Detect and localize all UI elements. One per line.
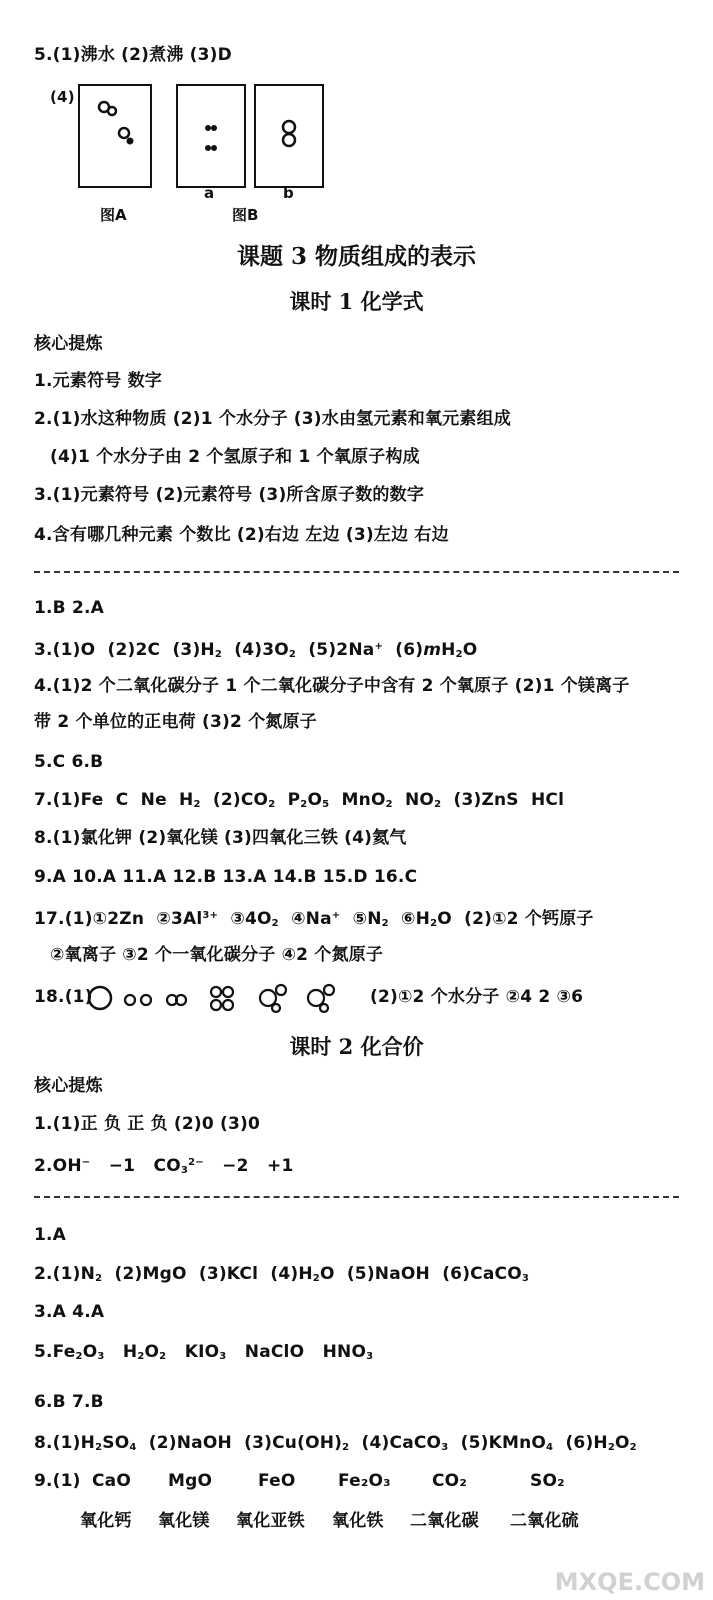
core-summary-heading-2: 核心提炼	[34, 1076, 103, 1096]
answer-b-2: $2.(1)N_2$ (2)MgO (3)KCl $(4)H_2O$ (5)NaOH (6)CaCO$_3$	[34, 1264, 530, 1284]
answer-b-5: $5.Fe_2O_3$ $H_2O_2$ $KIO_3$ NaClO $HNO_3$	[34, 1342, 374, 1362]
name-calcium-oxide: 氧化钙	[80, 1511, 132, 1531]
figure-b-b-molecules	[256, 86, 322, 186]
answer-18-particle-diagrams	[86, 980, 358, 1016]
figure-a-caption: 图A	[100, 206, 127, 224]
answer-5-part-4: (4)	[50, 88, 75, 106]
formula-fe2o3: Fe₂O₃	[338, 1471, 391, 1491]
answer-9-16: 9.A 10.A 11.A 12.B 13.A 14.B 15.D 16.C	[34, 867, 418, 887]
answer-3: 3.(1)O (2)2C $(3)H_2$ $(4)3O_2$ (5)2Na+ $(6)mH_2O$	[34, 640, 478, 660]
figure-b-label-b: b	[283, 184, 294, 202]
answer-4-cont: 带 2 个单位的正电荷 (3)2 个氮原子	[34, 712, 317, 732]
answer-b-1: 1.A	[34, 1225, 67, 1245]
figure-a-box	[78, 84, 152, 188]
watermark: MXQE.COM	[554, 1568, 705, 1596]
core-b-2: 2.OH− −1 $CO_3^{2-} -2 +1$	[34, 1156, 294, 1176]
dashed-divider-1	[34, 571, 679, 573]
formula-cao: CaO	[92, 1471, 131, 1491]
dashed-divider-2	[34, 1196, 679, 1198]
answer-b-6-7: 6.B 7.B	[34, 1392, 104, 1412]
answer-18-lead: 18.(1)	[34, 987, 93, 1007]
name-sulfur-dioxide: 二氧化硫	[510, 1511, 579, 1531]
answer-5-6: 5.C 6.B	[34, 752, 104, 772]
core-3: 3.(1)元素符号 (2)元素符号 (3)所含原子数的数字	[34, 485, 425, 505]
core-4: 4.含有哪几种元素 个数比 (2)右边 左边 (3)左边 右边	[34, 525, 449, 545]
answer-17-cont: ②氧离子 ③2 个一氧化碳分子 ④2 个氮原子	[50, 945, 384, 965]
lesson-1-title: 课时 1 化学式	[289, 289, 424, 314]
core-summary-heading-1: 核心提炼	[34, 334, 103, 354]
formula-feo: FeO	[258, 1471, 296, 1491]
name-ferrous-oxide: 氧化亚铁	[236, 1511, 305, 1531]
formula-co2: CO₂	[432, 1471, 467, 1491]
figure-b-box-a	[176, 84, 246, 188]
core-2: 2.(1)水这种物质 (2)1 个水分子 (3)水由氢元素和氧元素组成	[34, 409, 511, 429]
core-b-1: 1.(1)正 负 正 负 (2)0 (3)0	[34, 1114, 261, 1134]
answer-5: 5.(1)沸水 (2)煮沸 (3)D	[34, 45, 232, 65]
core-2-cont: (4)1 个水分子由 2 个氢原子和 1 个氧原子构成	[50, 447, 420, 467]
figure-b-caption: 图B	[232, 206, 259, 224]
core-1: 1.元素符号 数字	[34, 371, 163, 391]
lesson-2-title: 课时 2 化合价	[289, 1034, 424, 1059]
answer-b-8: $8.(1)H_2SO_4$ (2)NaOH $(3)Cu(OH)_2$ (4)CaCO$_3$ (5)KMnO$_4$ $(6)H_2O_2$	[34, 1433, 637, 1453]
name-magnesium-oxide: 氧化镁	[158, 1511, 210, 1531]
answer-17: 17.(1)①2Zn $②3Al^{3+}$ $③4O_2$ ④Na+ $⑤N_2$ $⑥H_2O$ (2)①2 个钙原子	[34, 909, 594, 929]
figure-a-molecules	[80, 86, 150, 186]
answer-1-2: 1.B 2.A	[34, 598, 105, 618]
figure-b-box-b	[254, 84, 324, 188]
answer-4: 4.(1)2 个二氧化碳分子 1 个二氧化碳分子中含有 2 个氧原子 (2)1 个镁离子	[34, 676, 630, 696]
figure-b-a-molecules	[178, 86, 244, 186]
name-ferric-oxide: 氧化铁	[332, 1511, 384, 1531]
answer-b-3-4: 3.A 4.A	[34, 1302, 105, 1322]
figure-b-label-a: a	[204, 184, 215, 202]
section-title: 课题 3 物质组成的表示	[236, 243, 477, 270]
answer-b-9-lead: 9.(1)	[34, 1471, 81, 1491]
answer-7: 7.(1)Fe C Ne $H_2$ $(2)CO_2$ $P_2O_5$ MnO$_2$ $NO_2$ (3)ZnS HCl	[34, 790, 565, 810]
answer-18-part-2: (2)①2 个水分子 ②4 2 ③6	[370, 987, 584, 1007]
name-carbon-dioxide: 二氧化碳	[410, 1511, 479, 1531]
answer-8: 8.(1)氯化钾 (2)氧化镁 (3)四氧化三铁 (4)氦气	[34, 828, 407, 848]
formula-mgo: MgO	[168, 1471, 213, 1491]
formula-so2: SO₂	[530, 1471, 565, 1491]
